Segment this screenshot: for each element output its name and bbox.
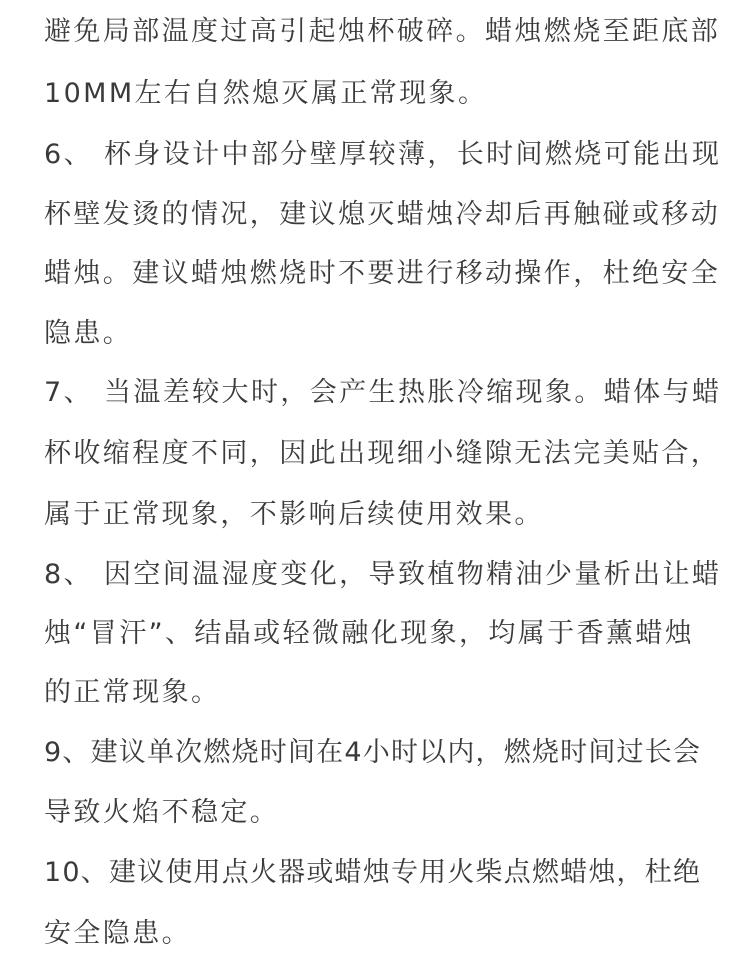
text-line: 避免局部温度过高引起烛杯破碎。蜡烛燃烧至距底部 bbox=[44, 16, 721, 47]
text-line: 9、建议单次燃烧时间在4小时以内，燃烧时间过长会 bbox=[44, 737, 702, 768]
text-line: 的正常现象。 bbox=[44, 677, 221, 708]
text-line: 杯收缩程度不同，因此出现细小缝隙无法完美贴合， bbox=[44, 438, 721, 469]
text-line: 烛“冒汗”、结晶或轻微融化现象，均属于香薰蜡烛 bbox=[44, 618, 695, 649]
text-line: 属于正常现象，不影响后续使用效果。 bbox=[44, 499, 544, 530]
text-line: 10MM左右自然熄灭属正常现象。 bbox=[44, 78, 488, 109]
text-line: 蜡烛。建议蜡烛燃烧时不要进行移动操作，杜绝安全 bbox=[44, 258, 721, 289]
text-line: 8、 因空间温湿度变化，导致植物精油少量析出让蜡 bbox=[44, 559, 722, 590]
text-line: 7、 当温差较大时，会产生热胀冷缩现象。蜡体与蜡 bbox=[44, 377, 722, 408]
text-line: 6、 杯身设计中部分壁厚较薄，长时间燃烧可能出现 bbox=[44, 139, 722, 170]
text-line: 导致火焰不稳定。 bbox=[44, 797, 280, 828]
text-line: 隐患。 bbox=[44, 318, 133, 349]
text-line: 安全隐患。 bbox=[44, 918, 191, 949]
text-line: 杯壁发烫的情况，建议熄灭蜡烛冷却后再触碰或移动 bbox=[44, 199, 721, 230]
text-line: 10、建议使用点火器或蜡烛专用火柴点燃蜡烛，杜绝 bbox=[44, 857, 702, 888]
